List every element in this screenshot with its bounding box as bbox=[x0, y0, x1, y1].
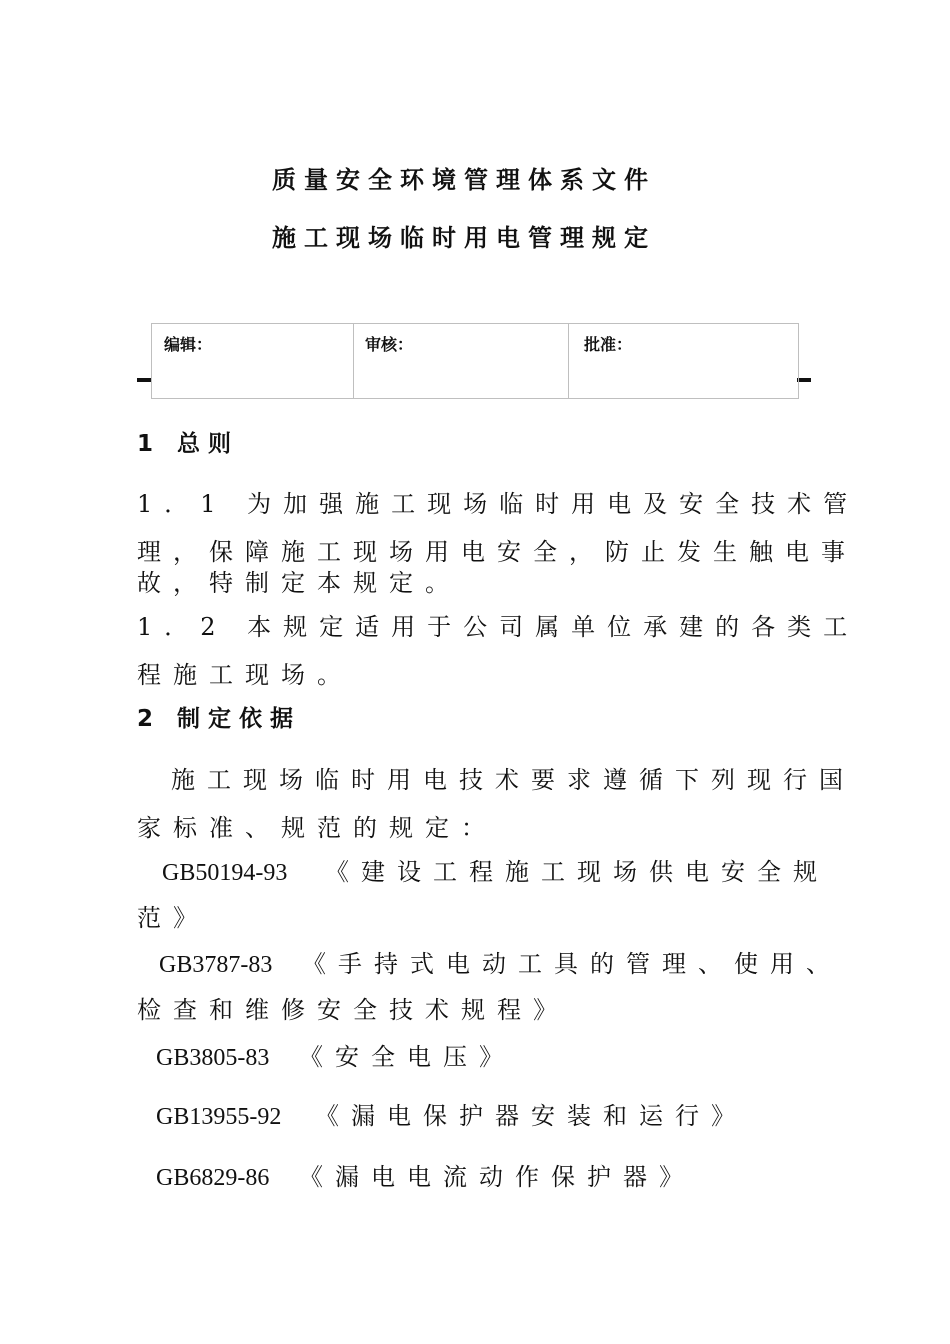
standard-title: 《安全电压》 bbox=[298, 1043, 515, 1071]
editor-label: 编辑： bbox=[164, 335, 213, 354]
editor-cell bbox=[152, 324, 354, 398]
standard-item bbox=[156, 1037, 515, 1072]
standard-title: 《漏电保护器安装和运行》 bbox=[314, 1102, 747, 1130]
standard-title: 《漏电电流动作保护器》 bbox=[298, 1163, 695, 1191]
standard-title: 《手持式电动工具的管理、使用、 bbox=[301, 950, 842, 978]
standard-code: GB3787-83 bbox=[159, 952, 273, 978]
right-rule-mark bbox=[797, 378, 811, 382]
doc-title-regulation: 施工现场临时用电管理规定 bbox=[272, 224, 656, 252]
standard-code: GB50194-93 bbox=[162, 860, 288, 886]
doc-title-system: 质量安全环境管理体系文件 bbox=[272, 166, 656, 194]
standard-item bbox=[156, 1157, 695, 1192]
sign-off-table bbox=[151, 323, 799, 399]
para-1-1-line-2: 理，保障施工现场用电安全，防止发生触电事 bbox=[137, 538, 857, 566]
para-2-line-1: 施工现场临时用电技术要求遵循下列现行国 bbox=[171, 766, 855, 794]
reviewer-label: 审核： bbox=[365, 335, 414, 354]
para-2-line-2: 家标准、规范的规定： bbox=[137, 814, 497, 842]
standard-title: 《建设工程施工现场供电安全规 bbox=[324, 858, 829, 886]
left-rule-mark bbox=[137, 378, 151, 382]
standard-title-continued: 检查和维修安全技术规程》 bbox=[137, 996, 569, 1024]
section-2-heading: 2 制定依据 bbox=[137, 706, 302, 732]
approver-label: 批准： bbox=[584, 335, 633, 354]
standard-code: GB6829-86 bbox=[156, 1165, 270, 1191]
approver-cell bbox=[568, 324, 797, 398]
standard-item bbox=[159, 944, 842, 979]
standard-item bbox=[156, 1096, 747, 1131]
para-1-2-line-2: 程施工现场。 bbox=[137, 661, 353, 689]
standard-code: GB3805-83 bbox=[156, 1045, 270, 1071]
standard-code: GB13955-92 bbox=[156, 1104, 282, 1130]
section-1-heading: 1 总则 bbox=[137, 431, 240, 457]
reviewer-cell bbox=[353, 324, 569, 398]
standard-title-continued: 范》 bbox=[137, 904, 209, 932]
para-1-1-line-3: 故，特制定本规定。 bbox=[137, 569, 461, 597]
standard-item bbox=[162, 852, 829, 887]
para-1-2-line-1: 1．2 本规定适用于公司属单位承建的各类工 bbox=[137, 613, 860, 641]
para-1-1-line-1: 1．1 为加强施工现场临时用电及安全技术管 bbox=[137, 490, 860, 518]
